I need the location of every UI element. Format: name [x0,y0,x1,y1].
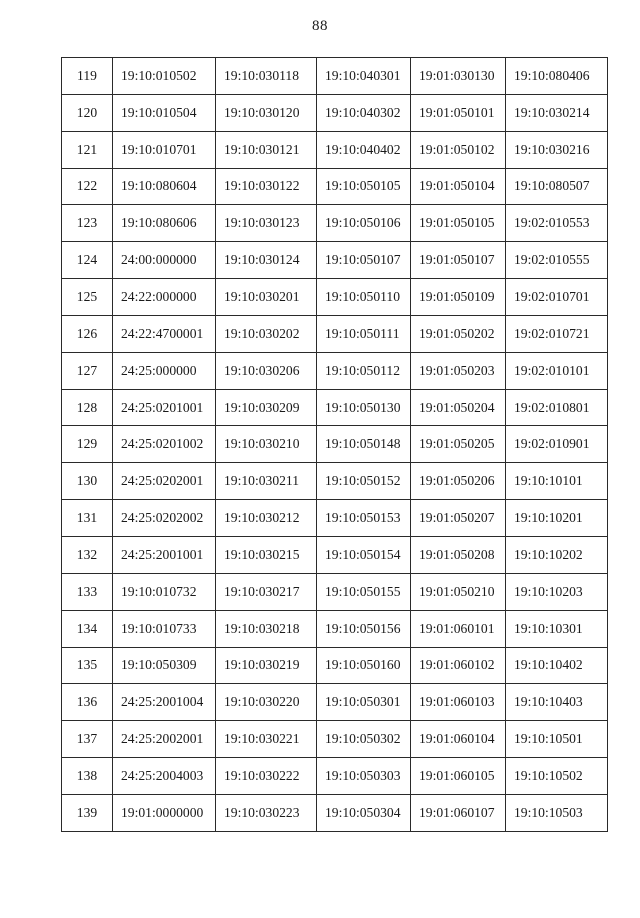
table-cell: 19:10:040301 [317,58,411,95]
table-cell: 19:10:10403 [506,684,608,721]
table-cell: 19:01:0000000 [113,794,216,831]
table-row [62,205,608,242]
table-cell: 24:25:0201001 [113,389,216,426]
table-cell: 19:10:080604 [113,168,216,205]
row-number: 131 [62,500,113,537]
table-cell: 19:10:10201 [506,500,608,537]
table-cell: 24:25:2001004 [113,684,216,721]
table-cell: 19:01:050203 [411,352,506,389]
row-number: 122 [62,168,113,205]
table-row [62,352,608,389]
table-cell: 19:10:050303 [317,758,411,795]
table-row [62,758,608,795]
table-row [62,131,608,168]
table-cell: 19:01:050202 [411,315,506,352]
table-cell: 19:10:10402 [506,647,608,684]
table-row [62,536,608,573]
table-cell: 19:02:010901 [506,426,608,463]
table-cell: 19:01:050102 [411,131,506,168]
table-cell: 19:01:050104 [411,168,506,205]
table-cell: 19:10:030222 [216,758,317,795]
table-cell: 19:10:050148 [317,426,411,463]
table-cell: 19:10:030217 [216,573,317,610]
table-cell: 19:10:050106 [317,205,411,242]
table-cell: 19:10:030219 [216,647,317,684]
table-row [62,315,608,352]
table-cell: 19:10:050154 [317,536,411,573]
row-number: 136 [62,684,113,721]
table-cell: 19:10:10503 [506,794,608,831]
table-cell: 24:00:000000 [113,242,216,279]
table-cell: 19:10:040302 [317,94,411,131]
table-body [62,58,608,832]
row-number: 124 [62,242,113,279]
table-cell: 19:10:030124 [216,242,317,279]
table-cell: 24:22:4700001 [113,315,216,352]
table-cell: 19:10:030201 [216,279,317,316]
table-cell: 19:10:050112 [317,352,411,389]
table-cell: 19:10:080406 [506,58,608,95]
page-number: 88 [312,18,328,34]
table-row [62,794,608,831]
table-cell: 19:10:050309 [113,647,216,684]
table-cell: 19:10:030206 [216,352,317,389]
table-cell: 19:10:030202 [216,315,317,352]
table-cell: 19:10:030210 [216,426,317,463]
row-number: 129 [62,426,113,463]
table-cell: 19:01:050109 [411,279,506,316]
table-cell: 19:10:10502 [506,758,608,795]
table-cell: 19:10:030220 [216,684,317,721]
table-row [62,721,608,758]
table-cell: 19:01:050206 [411,463,506,500]
row-number: 134 [62,610,113,647]
table-row [62,426,608,463]
table-cell: 19:02:010721 [506,315,608,352]
table-cell: 19:10:050152 [317,463,411,500]
table-cell: 19:10:030218 [216,610,317,647]
table-cell: 19:10:050301 [317,684,411,721]
table-row [62,389,608,426]
row-number: 132 [62,536,113,573]
table-cell: 19:10:030121 [216,131,317,168]
table-cell: 19:10:030122 [216,168,317,205]
row-number: 133 [62,573,113,610]
table-cell: 19:10:050153 [317,500,411,537]
table-cell: 24:25:0202002 [113,500,216,537]
table-row [62,242,608,279]
table-cell: 19:10:030223 [216,794,317,831]
table-cell: 19:10:030214 [506,94,608,131]
table-cell: 19:10:030120 [216,94,317,131]
table-cell: 24:25:0202001 [113,463,216,500]
table-cell: 19:01:050208 [411,536,506,573]
table-cell: 24:25:2001001 [113,536,216,573]
row-number: 138 [62,758,113,795]
table-row [62,684,608,721]
table-cell: 19:01:060101 [411,610,506,647]
row-number: 130 [62,463,113,500]
table-cell: 19:10:030123 [216,205,317,242]
table-cell: 19:10:030212 [216,500,317,537]
table-cell: 19:10:050130 [317,389,411,426]
table-cell: 19:10:050111 [317,315,411,352]
table-row [62,500,608,537]
table-cell: 19:10:030209 [216,389,317,426]
table-row [62,94,608,131]
table-cell: 19:10:10301 [506,610,608,647]
table-cell: 19:10:10101 [506,463,608,500]
table-row [62,647,608,684]
table-cell: 19:02:010553 [506,205,608,242]
table-cell: 19:02:010801 [506,389,608,426]
table-cell: 19:10:030216 [506,131,608,168]
table-cell: 19:10:040402 [317,131,411,168]
table-cell: 19:10:050304 [317,794,411,831]
table-cell: 19:01:050105 [411,205,506,242]
table-cell: 19:10:050155 [317,573,411,610]
table-cell: 19:10:050302 [317,721,411,758]
table-cell: 24:25:000000 [113,352,216,389]
table-cell: 19:10:10501 [506,721,608,758]
row-number: 139 [62,794,113,831]
table-row [62,279,608,316]
table-cell: 19:01:060103 [411,684,506,721]
table-cell: 19:02:010101 [506,352,608,389]
table-cell: 19:01:060102 [411,647,506,684]
table-cell: 19:10:010732 [113,573,216,610]
table-cell: 19:10:030118 [216,58,317,95]
table-cell: 19:10:050107 [317,242,411,279]
row-number: 125 [62,279,113,316]
table-cell: 19:01:050101 [411,94,506,131]
table-row [62,58,608,95]
table-cell: 24:25:0201002 [113,426,216,463]
table-row [62,463,608,500]
table-cell: 19:01:060104 [411,721,506,758]
table-cell: 19:01:030130 [411,58,506,95]
table-cell: 19:10:010502 [113,58,216,95]
table-cell: 19:10:050160 [317,647,411,684]
table-row [62,573,608,610]
table-cell: 19:10:010733 [113,610,216,647]
row-number: 120 [62,94,113,131]
table-cell: 24:25:2004003 [113,758,216,795]
cadastral-codes-table [61,57,608,832]
row-number: 135 [62,647,113,684]
row-number: 119 [62,58,113,95]
table-cell: 19:01:050205 [411,426,506,463]
table-cell: 19:10:010504 [113,94,216,131]
table-row [62,610,608,647]
table-cell: 19:01:060107 [411,794,506,831]
row-number: 123 [62,205,113,242]
table-cell: 19:02:010555 [506,242,608,279]
table-row [62,168,608,205]
table-cell: 19:01:050207 [411,500,506,537]
table-cell: 19:10:10203 [506,573,608,610]
table-cell: 24:22:000000 [113,279,216,316]
table-cell: 19:10:030215 [216,536,317,573]
table-cell: 19:10:050156 [317,610,411,647]
table-cell: 19:01:050107 [411,242,506,279]
table-cell: 19:10:080507 [506,168,608,205]
table-cell: 19:01:050210 [411,573,506,610]
table-cell: 19:10:050105 [317,168,411,205]
table-cell: 19:01:060105 [411,758,506,795]
table-cell: 19:10:10202 [506,536,608,573]
table-cell: 19:10:030211 [216,463,317,500]
table-cell: 24:25:2002001 [113,721,216,758]
row-number: 128 [62,389,113,426]
table-cell: 19:10:080606 [113,205,216,242]
table-cell: 19:10:010701 [113,131,216,168]
table-cell: 19:02:010701 [506,279,608,316]
row-number: 127 [62,352,113,389]
row-number: 137 [62,721,113,758]
row-number: 121 [62,131,113,168]
table-cell: 19:10:050110 [317,279,411,316]
table-cell: 19:01:050204 [411,389,506,426]
row-number: 126 [62,315,113,352]
table-cell: 19:10:030221 [216,721,317,758]
